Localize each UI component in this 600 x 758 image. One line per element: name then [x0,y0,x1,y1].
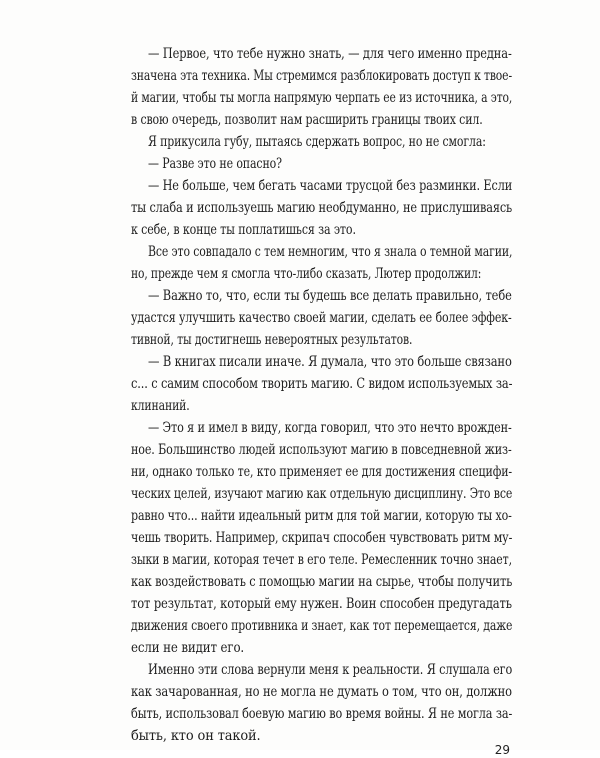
page-number: 29 [494,743,510,757]
text-line: значена эта техника. Мы стремимся разблокировать доступ к твое- [131,68,512,84]
text-line: — Первое, что тебе нужно знать, — для чего именно предна- [148,46,512,62]
text-line: движения своего противника и знает, как тот перемещается, даже [131,618,513,634]
text-line: удастся улучшить качество своей магии, сделать ее более эффек- [131,310,512,326]
text-line: к себе, в конце ты поплатишься за это. [131,222,356,238]
text-line: тот результат, который ему нужен. Воин способен предугадать [131,596,512,612]
text-line: й магии, чтобы ты могла напрямую черпать ее из источника, а это, [131,90,513,106]
text-line: как воздействовать с помощью магии на сырье, чтобы получить [131,574,513,590]
text-line: как зачарованная, но не могла не думать о том, что он, должно [131,684,512,700]
text-line: чешь творить. Например, скрипач способен чувствовать ритм му- [131,530,513,546]
text-line: Все это совпадало с тем немногим, что я знала о темной магии, [148,244,513,260]
text-line: — В книгах писали иначе. Я думала, что это больше связано [148,354,512,370]
text-line: — Важно то, что, если ты будешь все делать правильно, тебе [148,288,512,304]
text-line: клинаний. [131,398,190,414]
text-line: ное. Большинство людей используют магию в повседневной жиз- [131,442,512,458]
text-line: быть, использовал боевую магию во время войны. Я не могла за- [131,706,513,722]
text-line: ты слаба и используешь магию необдуманно, не прислушиваясь [131,200,513,216]
text-line: ни, однако только те, кто применяет ее для достижения специфи- [131,464,513,480]
text-line: быть, кто он такой. [131,728,261,744]
text-line: Именно эти слова вернули меня к реальности. Я слушала его [148,662,513,678]
text-line: ческих целей, изучают магию как отдельную дисциплину. Это все [131,486,513,502]
text-line: равно что... найти идеальный ритм для той магии, которую ты хо- [131,508,512,524]
text-line: в свою очередь, позволит нам расширить границы твоих сил. [131,112,483,128]
text-line: — Это я и имел в виду, когда говорил, что это нечто врожден- [148,420,512,436]
text-line: зыки в магии, которая течет в его теле. Ремесленник точно знает, [131,552,512,568]
text-line: с... с самим способом творить магию. С видом используемых за- [131,376,513,392]
text-line: тивной, ты достигнешь невероятных результатов. [131,332,413,348]
text-line: — Не больше, чем бегать часами трусцой без разминки. Если [148,178,513,194]
text-line: Я прикусила губу, пытаясь сдержать вопрос, но не смогла: [148,134,486,150]
text-line: если не видит его. [131,640,245,656]
text-line: — Разве это не опасно? [148,156,282,172]
text-line: но, прежде чем я смогла что-либо сказать, Лютер продолжил: [131,266,482,282]
